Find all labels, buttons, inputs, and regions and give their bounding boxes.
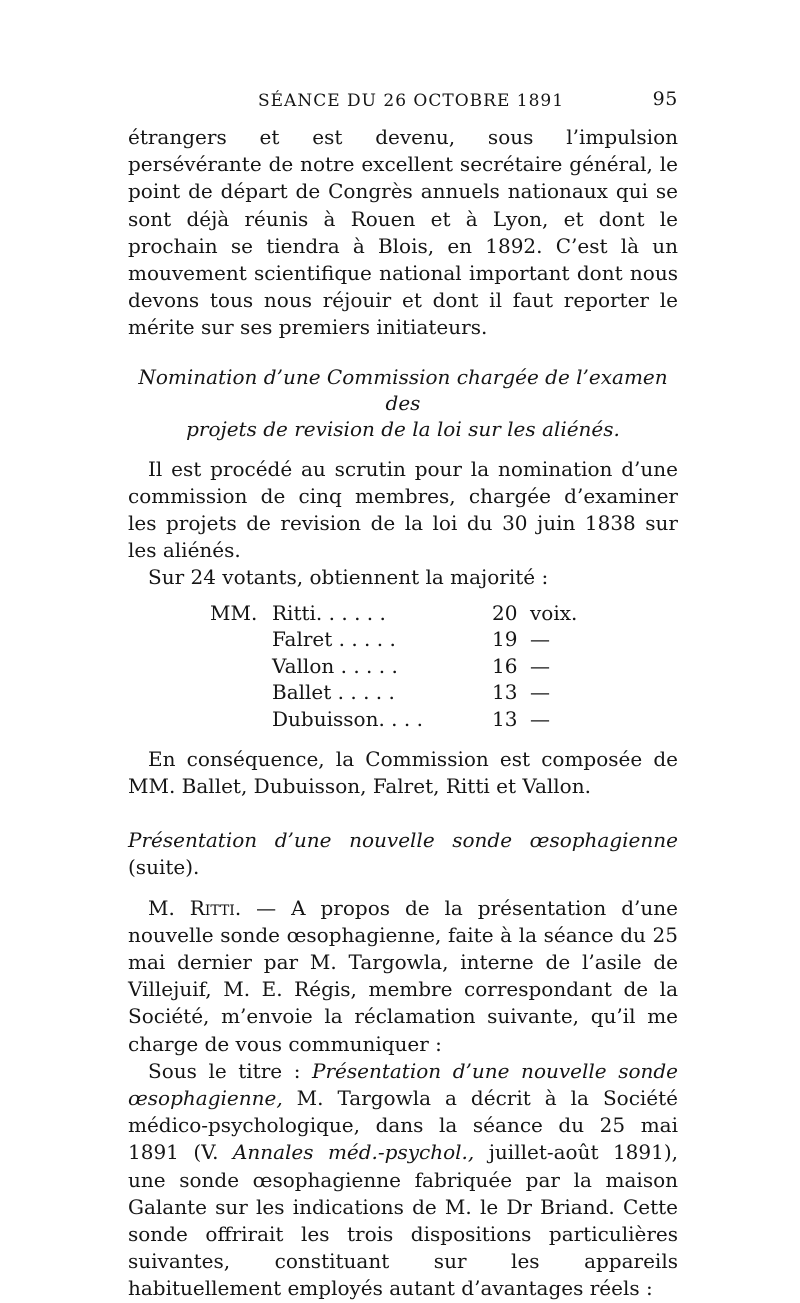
vote-count: 20 bbox=[492, 600, 518, 625]
titre-italic: Présentation d’une nouvelle sonde œsophagienne, bbox=[128, 1058, 679, 1110]
vote-unit: — bbox=[530, 680, 550, 705]
page-number: 95 bbox=[652, 88, 678, 110]
section-heading-sonde-title: Présentation d’une nouvelle sonde œsophagienne bbox=[128, 827, 678, 852]
vote-count: 13 bbox=[492, 706, 518, 731]
vote-row bbox=[210, 626, 678, 653]
vote-table bbox=[210, 600, 678, 733]
vote-unit: — bbox=[530, 706, 550, 731]
vote-prefix bbox=[210, 653, 272, 680]
paragraph-scrutin: Il est procédé au scrutin pour la nomination d’une commission de cinq membres, chargée d’examiner les projets de revision de la loi du 30 juin 1838 sur les aliénés. bbox=[128, 456, 678, 563]
section-heading-line-2: projets de revision de la loi sur les aliénés. bbox=[186, 416, 620, 441]
paragraph-intro: étrangers et est devenu, sous l’impulsion persévérante de notre excellent secrétaire général, le point de départ de Congrès annuels nationaux qui se sont déjà réunis à Rouen et à Lyon, et dont le prochain se tiendra à Blois, en 1892. C’est là un mouvement scientifique national important dont nous devons tous nous réjouir et dont il faut reporter le mérite sur ses premiers initiateurs. bbox=[128, 125, 678, 340]
paragraph-consequence: En conséquence, la Commission est composée de MM. Ballet, Dubuisson, Falret, Ritti et Vallon. bbox=[128, 747, 678, 799]
vote-row bbox=[210, 653, 678, 680]
section-heading-sonde-suffix: (suite). bbox=[128, 854, 200, 879]
journal-title: Annales méd.-psychol., bbox=[232, 1140, 475, 1165]
paragraph-ritti bbox=[128, 895, 678, 1058]
vote-name: Dubuisson. . . . bbox=[272, 706, 423, 731]
vote-name: Vallon . . . . . bbox=[272, 653, 398, 678]
section-heading-line-1: Nomination d’une Commission chargée de l’examen des bbox=[138, 364, 668, 415]
vote-count: 19 bbox=[492, 627, 518, 652]
paragraph-titre bbox=[128, 1058, 678, 1303]
section-heading-sonde bbox=[128, 827, 678, 881]
vote-row bbox=[210, 679, 678, 706]
vote-unit: voix. bbox=[530, 600, 578, 625]
vote-prefix bbox=[210, 679, 272, 706]
vote-unit: — bbox=[530, 627, 550, 652]
paragraph-votants: Sur 24 votants, obtiennent la majorité : bbox=[148, 565, 549, 590]
vote-prefix bbox=[210, 706, 272, 733]
vote-count: 13 bbox=[492, 680, 518, 705]
vote-name: Ballet . . . . . bbox=[272, 680, 395, 705]
speaker-name: M. Ritti. bbox=[148, 895, 242, 920]
titre-lead: Sous le titre : bbox=[148, 1058, 301, 1083]
vote-name: Ritti. . . . . . bbox=[272, 600, 386, 625]
paragraph-ritti-text: — A propos de la présentation d’une nouvelle sonde œsophagienne, faite à la séance du 25 mai dernier par M. Targowla, interne de l’asile de Villejuif, M. E. Régis, membre correspondant de la Société, m’envoie la réclamation suivante, qu’il me charge de vous communiquer : bbox=[128, 895, 679, 1056]
running-title: SÉANCE DU 26 OCTOBRE 1891 bbox=[258, 91, 565, 111]
running-header bbox=[128, 86, 678, 116]
titre-mid: M. Targowla a décrit à la Société médico-psychologique, dans la séance du 25 mai 1891 (V. bbox=[128, 1085, 678, 1165]
vote-prefix bbox=[210, 626, 272, 653]
section-heading-commission bbox=[128, 364, 678, 442]
vote-row bbox=[210, 706, 678, 733]
vote-unit: — bbox=[530, 653, 550, 678]
document-page bbox=[128, 86, 678, 1303]
vote-name: Falret . . . . . bbox=[272, 627, 396, 652]
vote-row bbox=[210, 600, 678, 627]
titre-rest: juillet-août 1891), une sonde œsophagienne fabriquée par la maison Galante sur les indications de M. le Dr Briand. Cette sonde offrirait les trois dispositions particulières suivantes, constituant sur les appareils habituellement employés autant d’avantages réels : bbox=[128, 1140, 678, 1301]
vote-count: 16 bbox=[492, 653, 518, 678]
vote-prefix: MM. bbox=[210, 600, 258, 625]
